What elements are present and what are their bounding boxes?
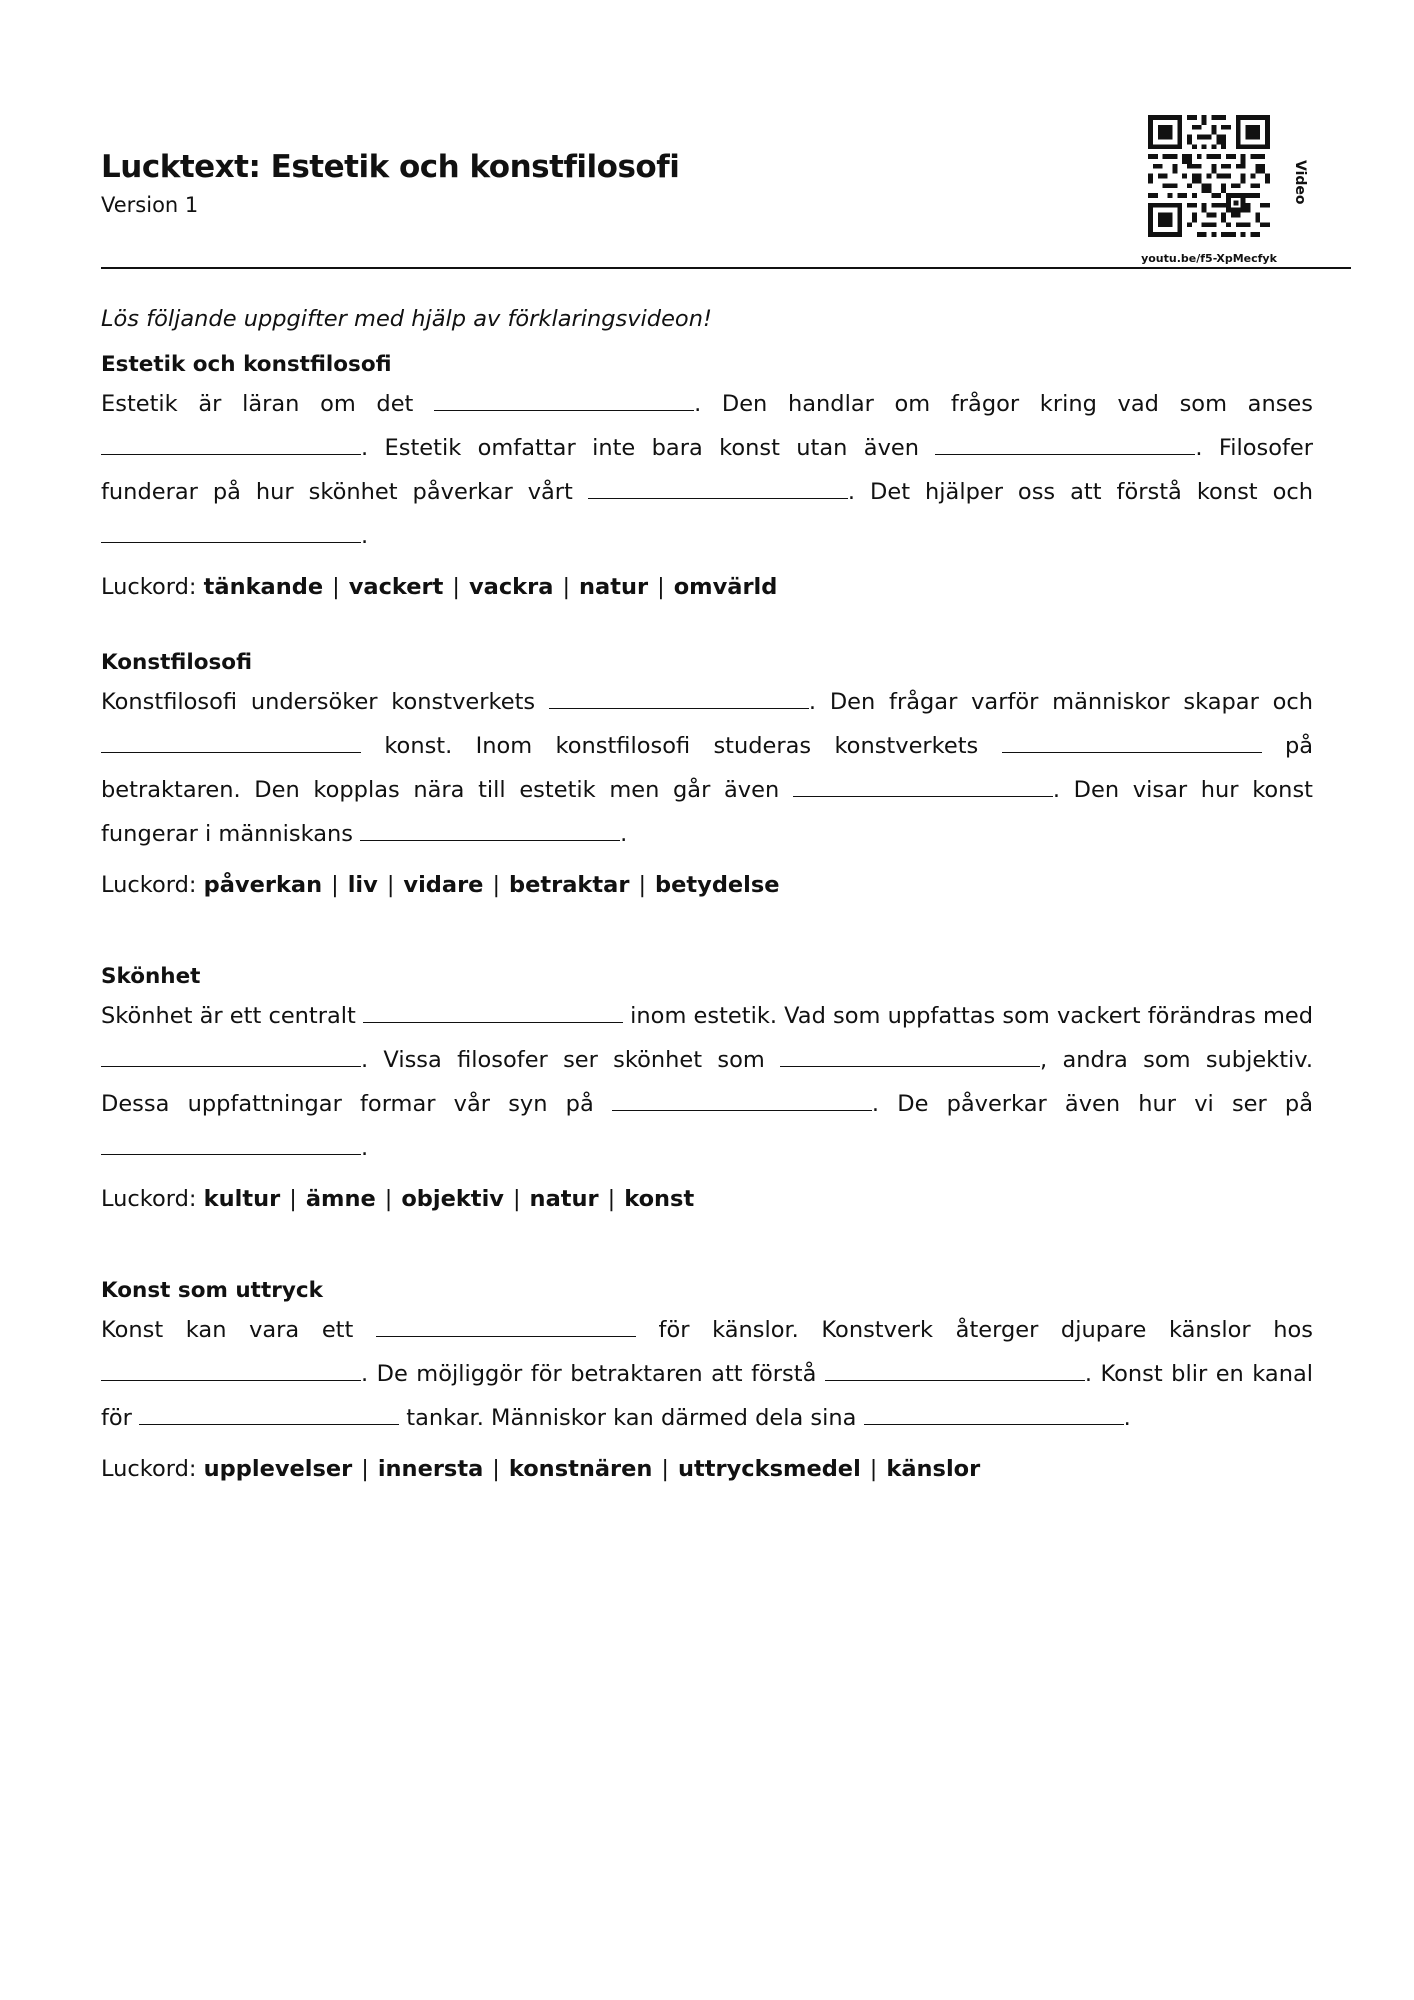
text-segment: . bbox=[620, 821, 628, 847]
blank-field[interactable] bbox=[1002, 732, 1262, 753]
blank-field[interactable] bbox=[101, 1360, 361, 1381]
section-text bbox=[101, 382, 1313, 558]
blank-field[interactable] bbox=[360, 820, 620, 841]
wordbank-word: vackra bbox=[469, 574, 554, 600]
video-label: Video bbox=[1292, 160, 1308, 205]
wordbank-word: konstnären bbox=[508, 1456, 653, 1482]
text-segment: tankar. Människor kan därmed dela sina bbox=[406, 1405, 857, 1431]
blank-field[interactable] bbox=[101, 434, 361, 455]
blank-field[interactable] bbox=[101, 1046, 361, 1067]
page-title: Lucktext: Estetik och konstfilosofi bbox=[101, 149, 680, 185]
section-title: Konst som uttryck bbox=[101, 1278, 323, 1303]
worksheet-content bbox=[101, 302, 1313, 1486]
wordbank-word: uttrycksmedel bbox=[678, 1456, 861, 1482]
wordbank-label: Luckord: bbox=[101, 574, 197, 600]
wordbank-word: upplevelser bbox=[203, 1456, 353, 1482]
wordbank-word: känslor bbox=[886, 1456, 981, 1482]
wordbank-word: liv bbox=[347, 872, 378, 898]
text-segment: . Konst blir en kanal för bbox=[101, 1361, 1314, 1431]
section-text bbox=[101, 680, 1313, 856]
text-segment: . De möjliggör för betraktaren att förstå bbox=[361, 1361, 817, 1387]
wordbank-word: betraktar bbox=[509, 872, 630, 898]
text-segment: . Den handlar om frågor kring vad som anses bbox=[694, 391, 1313, 417]
wordbank: Luckord: upplevelser | innersta | konstnären | uttrycksmedel | känslor bbox=[101, 1456, 981, 1482]
section-text bbox=[101, 1308, 1313, 1440]
section-konst-som-uttryck bbox=[101, 1274, 1313, 1486]
blank-field[interactable] bbox=[612, 1090, 872, 1111]
text-segment: konst. Inom konstfilosofi studeras konstverkets bbox=[384, 733, 979, 759]
section-estetik-och-konstfilosofi bbox=[101, 348, 1313, 604]
blank-field[interactable] bbox=[588, 478, 848, 499]
wordbank-label: Luckord: bbox=[101, 872, 197, 898]
text-segment: . bbox=[1123, 1405, 1131, 1431]
section-title: Estetik och konstfilosofi bbox=[101, 352, 392, 377]
text-segment: . Vissa filosofer ser skönhet som bbox=[361, 1047, 765, 1073]
blank-field[interactable] bbox=[864, 1404, 1124, 1425]
wordbank-word: objektiv bbox=[401, 1186, 504, 1212]
section-konstfilosofi bbox=[101, 646, 1313, 902]
text-segment: Estetik är läran om det bbox=[101, 391, 414, 417]
wordbank-word: påverkan bbox=[203, 872, 323, 898]
wordbank: Luckord: kultur | ämne | objektiv | natur | konst bbox=[101, 1186, 695, 1212]
text-segment: , andra som subjektiv. Dessa uppfattningar formar vår syn på bbox=[101, 1047, 1313, 1117]
text-segment: för känslor. Konstverk återger djupare känslor hos bbox=[658, 1317, 1314, 1343]
wordbank-word: betydelse bbox=[655, 872, 780, 898]
section-title: Konstfilosofi bbox=[101, 650, 253, 675]
wordbank-word: kultur bbox=[203, 1186, 281, 1212]
text-segment: . Den frågar varför människor skapar och bbox=[808, 689, 1314, 715]
wordbank-word: natur bbox=[579, 574, 649, 600]
text-segment: . Filosofer funderar på hur skönhet påverkar vårt bbox=[101, 435, 1313, 505]
text-segment: . Det hjälper oss att förstå konst och bbox=[847, 479, 1314, 505]
blank-field[interactable] bbox=[935, 434, 1195, 455]
text-segment: Skönhet är ett centralt bbox=[101, 1003, 356, 1029]
wordbank: Luckord: tänkande | vackert | vackra | natur | omvärld bbox=[101, 574, 778, 600]
blank-field[interactable] bbox=[101, 1134, 361, 1155]
wordbank-word: vidare bbox=[403, 872, 484, 898]
wordbank-label: Luckord: bbox=[101, 1186, 197, 1212]
blank-field[interactable] bbox=[376, 1316, 636, 1337]
text-segment: på betraktaren. Den kopplas nära till estetik men går även bbox=[101, 733, 1314, 803]
wordbank-word: vackert bbox=[348, 574, 444, 600]
header-divider bbox=[101, 267, 1351, 269]
wordbank-word: omvärld bbox=[673, 574, 778, 600]
blank-field[interactable] bbox=[549, 688, 809, 709]
blank-field[interactable] bbox=[363, 1002, 623, 1023]
section-text bbox=[101, 994, 1313, 1170]
section-title: Skönhet bbox=[101, 964, 201, 989]
blank-field[interactable] bbox=[434, 390, 694, 411]
blank-field[interactable] bbox=[139, 1404, 399, 1425]
blank-field[interactable] bbox=[825, 1360, 1085, 1381]
wordbank: Luckord: påverkan | liv | vidare | betraktar | betydelse bbox=[101, 872, 780, 898]
qr-link[interactable]: youtu.be/f5-XpMecfyk bbox=[1141, 252, 1277, 265]
wordbank-word: ämne bbox=[305, 1186, 376, 1212]
text-segment: Konstfilosofi undersöker konstverkets bbox=[101, 689, 536, 715]
wordbank-label: Luckord: bbox=[101, 1456, 197, 1482]
text-segment: . De påverkar även hur vi ser på bbox=[871, 1091, 1314, 1117]
wordbank-word: innersta bbox=[377, 1456, 484, 1482]
wordbank-word: tänkande bbox=[203, 574, 324, 600]
qr-code-icon[interactable] bbox=[1148, 115, 1270, 237]
blank-field[interactable] bbox=[780, 1046, 1040, 1067]
instruction-text: Lös följande uppgifter med hjälp av förklaringsvideon! bbox=[101, 306, 712, 332]
blank-field[interactable] bbox=[101, 522, 361, 543]
page-version: Version 1 bbox=[101, 193, 199, 217]
text-segment: . Den visar hur konst fungerar i människans bbox=[101, 777, 1313, 847]
text-segment: . bbox=[361, 1135, 369, 1161]
section-skonhet bbox=[101, 960, 1313, 1216]
text-segment: inom estetik. Vad som uppfattas som vackert förändras med bbox=[630, 1003, 1313, 1029]
blank-field[interactable] bbox=[793, 776, 1053, 797]
text-segment: Konst kan vara ett bbox=[101, 1317, 354, 1343]
wordbank-word: natur bbox=[529, 1186, 599, 1212]
text-segment: . Estetik omfattar inte bara konst utan även bbox=[361, 435, 919, 461]
text-segment: . bbox=[361, 523, 369, 549]
blank-field[interactable] bbox=[101, 732, 361, 753]
wordbank-word: konst bbox=[624, 1186, 695, 1212]
